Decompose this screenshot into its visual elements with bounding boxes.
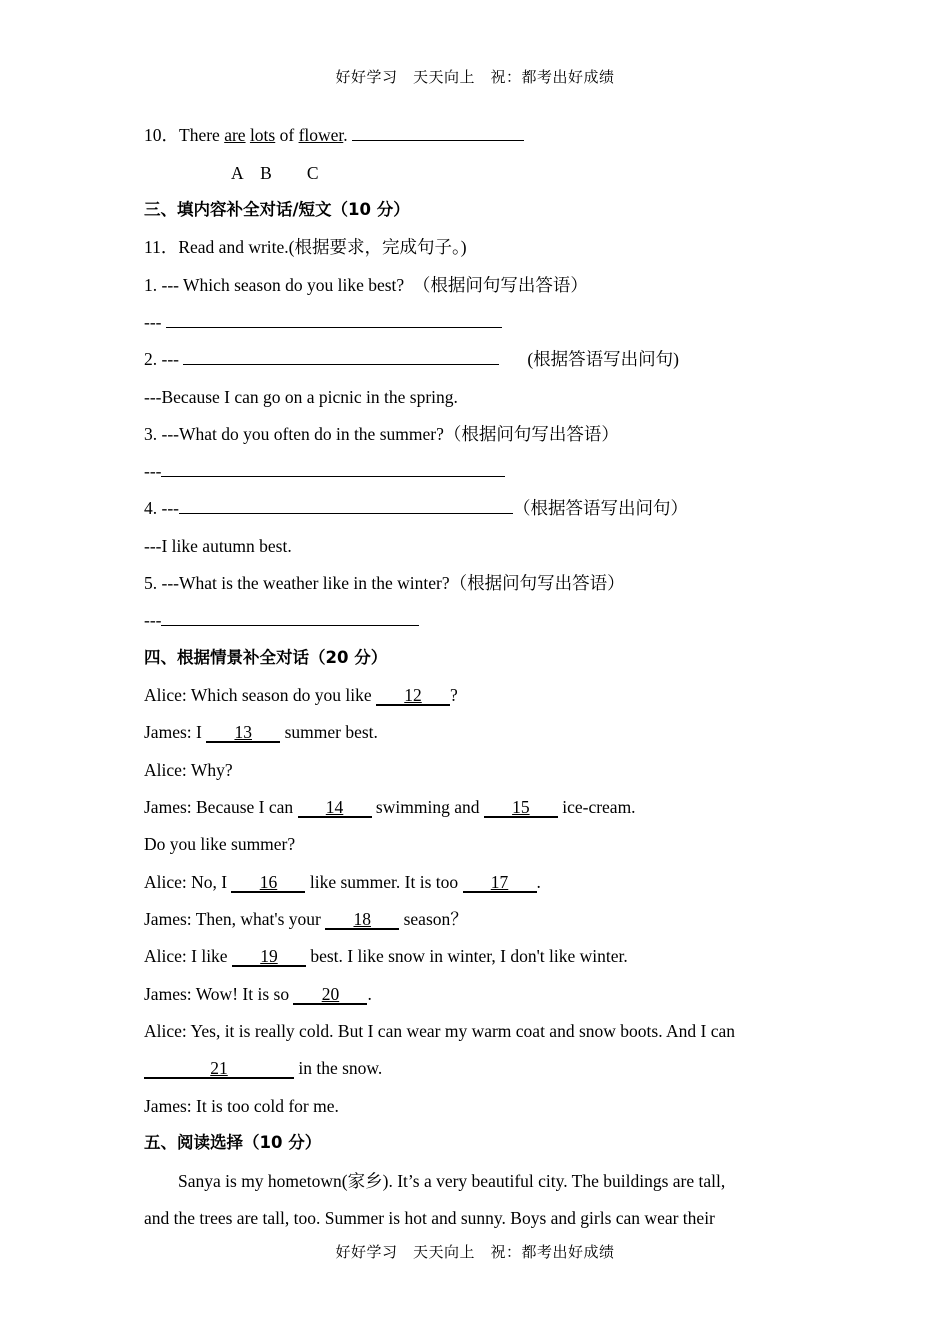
rw-answer-4: ---I like autumn best. [144,536,292,556]
dialog-line-7 [144,908,468,930]
dialog-text: swimming and [371,797,484,817]
dialog-text: Alice: I like [144,946,232,966]
dialog-line-2 [144,721,378,743]
question-10 [144,124,524,146]
dialog-line-5: Do you like summer? [144,834,296,854]
dialog-text: . [367,984,372,1004]
rw-answer-2: ---Because I can go on a picnic in the spring. [144,387,458,407]
blank-number: 12 [404,685,422,705]
dialog-line-4 [144,796,636,818]
dialog-text: ice-cream. [557,797,636,817]
item-2-hint: (根据答语写出问句) [527,349,680,369]
rw-item-1: 1. --- Which season do you like best? （根据问句写出答语） [144,275,588,295]
blank-number: 13 [234,722,252,742]
answer-blank[interactable] [166,311,502,328]
answer-blank[interactable] [183,348,499,365]
dash-prefix: --- [144,610,162,630]
q10-text: 10．There [144,125,225,145]
dialog-line-6 [144,871,541,893]
dialog-text: best. I like snow in winter, I don't like winter. [305,946,628,966]
blank-21[interactable] [144,1059,294,1079]
dash-prefix: --- [144,312,166,332]
section-5-title: 五、阅读选择（10 分） [144,1133,322,1152]
dialog-text: in the snow. [294,1058,383,1078]
blank-15[interactable] [484,798,558,818]
dialog-text: summer best. [280,722,378,742]
blank-19[interactable] [232,947,306,967]
section-3-title: 三、填内容补全对话/短文（10 分） [144,200,410,219]
q10-option-c: flower [298,125,344,145]
blank-18[interactable] [325,910,399,930]
blank-number: 16 [259,872,278,892]
dialog-text: James: Then, what's your [144,909,326,929]
answer-blank[interactable] [161,460,505,477]
page-footer: 好好学习 天天向上 祝：都考出好成绩 [335,1243,615,1261]
answer-blank[interactable] [352,124,524,141]
blank-number: 19 [260,946,278,966]
blank-number: 14 [325,797,344,817]
dash-prefix: --- [144,461,162,481]
dialog-line-1 [144,684,458,706]
dialog-line-10: Alice: Yes, it is really cold. But I can wear my warm coat and snow boots. And I can [144,1021,735,1041]
answer-blank[interactable] [161,609,419,626]
q10-option-labels: A B C [231,163,319,183]
blank-number: 17 [490,872,509,892]
page-header: 好好学习 天天向上 祝：都考出好成绩 [335,68,615,86]
reading-paragraph-line-1: Sanya is my hometown(家乡). It’s a very beautiful city. The buildings are tall, [178,1171,726,1191]
question-11: 11．Read and write.(根据要求，完成句子。) [144,237,467,257]
blank-14[interactable] [298,798,372,818]
rw-item-2 [144,348,679,370]
dialog-text: season？ [399,909,468,929]
rw-item-4 [144,497,688,519]
dialog-text: Alice: Which season do you like [144,685,376,705]
blank-number: 18 [353,909,371,929]
dialog-line-8 [144,945,628,967]
dialog-text: . [536,872,541,892]
reading-paragraph-line-2: and the trees are tall, too. Summer is hot and sunny. Boys and girls can wear their [144,1208,715,1228]
blank-20[interactable] [293,985,367,1005]
rw-answer-1 [144,311,502,333]
dialog-line-12: James: It is too cold for me. [144,1096,339,1116]
blank-17[interactable] [463,873,537,893]
dialog-line-9 [144,983,372,1005]
dialog-line-3: Alice: Why? [144,760,233,780]
item-4-hint: （根据答语写出问句） [512,498,688,518]
dialog-text: James: Wow! It is so [144,984,294,1004]
section-4-title: 四、根据情景补全对话（20 分） [144,648,388,667]
rw-item-5: 5. ---What is the weather like in the winter?（根据问句写出答语） [144,573,625,593]
q10-option-a: are [224,125,246,145]
q10-text-mid: of [275,125,299,145]
blank-number: 20 [321,984,340,1004]
q10-end: . [343,125,348,145]
blank-number: 15 [512,797,530,817]
dialog-text: James: I [144,722,207,742]
dialog-text: Alice: No, I [144,872,232,892]
dialog-line-11 [144,1057,382,1079]
blank-16[interactable] [231,873,305,893]
dialog-text: James: Because I can [144,797,298,817]
blank-number: 21 [210,1058,228,1078]
rw-item-3: 3. ---What do you often do in the summer?（根据问句写出答语） [144,424,619,444]
rw-answer-5 [144,609,419,631]
item-2-prefix: 2. --- [144,349,184,369]
answer-blank[interactable] [179,497,513,514]
blank-12[interactable] [376,686,450,706]
item-4-prefix: 4. --- [144,498,179,518]
dialog-text: like summer. It is too [305,872,463,892]
rw-answer-3 [144,460,505,482]
dialog-text: ? [450,685,458,705]
blank-13[interactable] [206,723,280,743]
q10-option-b: lots [249,125,276,145]
